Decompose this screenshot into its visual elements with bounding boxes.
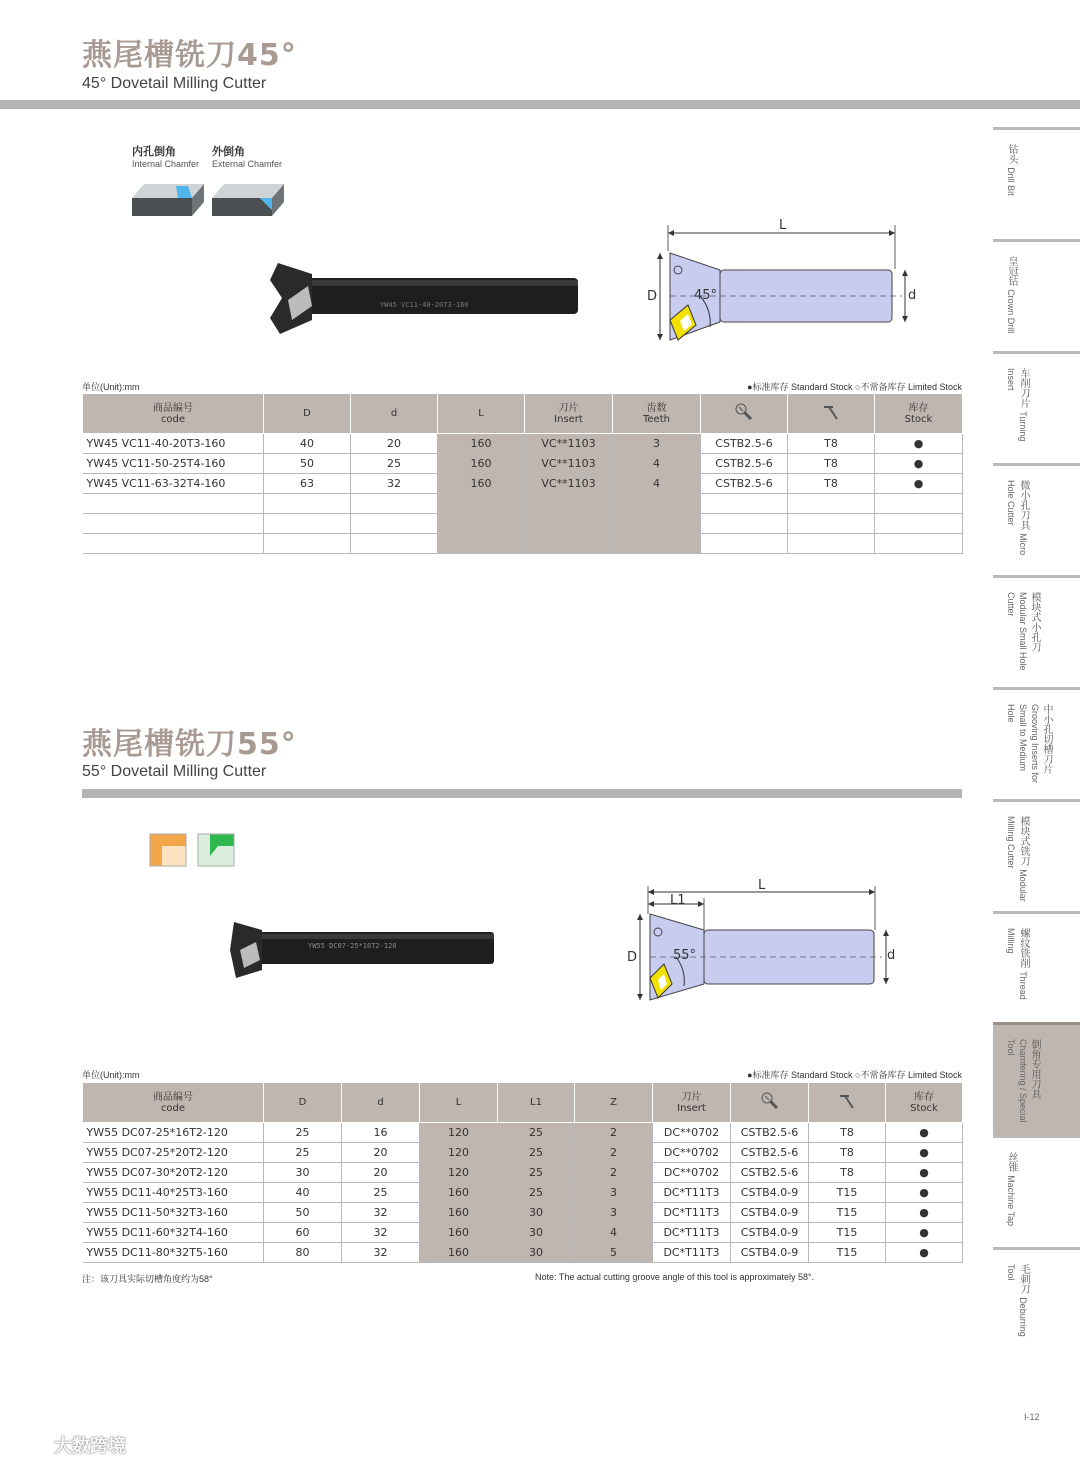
col-header [498,1083,575,1123]
table-cell: 60 [264,1223,342,1243]
col-header-en: Insert [554,413,583,425]
table-cell: T15 [809,1243,886,1263]
col-header [788,394,875,434]
table-cell: DC*T11T3 [653,1203,731,1223]
watermark-logo-icon [10,1433,50,1457]
groove-icon-orange [148,832,188,868]
table-cell: ● [886,1163,963,1183]
table-cell: CSTB2.5-6 [731,1143,809,1163]
unit-label-2: 单位(Unit):mm [82,1070,140,1080]
table-cell: CSTB2.5-6 [701,474,788,494]
page-number: I-12 [1024,1412,1040,1422]
col-header-en: Teeth [643,413,670,425]
col-header-cn: 齿数 [646,402,667,414]
side-tab[interactable] [993,575,1080,678]
table-cell: 3 [575,1183,653,1203]
side-tab-label [1005,592,1040,678]
side-tab-label-cn: 丝锥 [1006,1152,1017,1172]
dim-L-55: L [758,878,766,893]
table-row [83,454,963,474]
section1-title-en: 45° Dovetail Milling Cutter [82,75,267,92]
col-header-en: code [160,413,186,425]
dim-d-45: d [908,288,917,303]
col-header [809,1083,886,1123]
section2-title-cn: 燕尾槽铣刀55° [82,727,297,762]
product-code-cell: YW55 DC11-80*32T5-160 [83,1243,264,1263]
dim-angle-55: 55° [673,948,697,963]
col-header-en: Stock [904,413,933,425]
side-tab[interactable] [993,463,1080,566]
side-tab-label-cn: 钻头 [1006,144,1017,164]
side-tab-label [1005,480,1029,566]
col-header-cn: L [478,408,484,419]
col-header [264,394,351,434]
side-tab-label-en: Modular Milling Cutter [1006,816,1028,902]
col-header-cn: d [377,1097,384,1108]
table-cell: 4 [613,454,701,474]
tool-photo-55 [228,920,498,980]
table-cell: 32 [342,1203,420,1223]
table-cell: 25 [498,1143,575,1163]
tool-55-engraving: YW55 DC07-25*16T2-120 [308,942,397,950]
table-row [83,1143,963,1163]
side-tab-label-en: Chamfering / Special Tool [1006,1039,1028,1123]
table-cell: 120 [420,1123,498,1143]
table-cell: 25 [498,1183,575,1203]
table-cell: 4 [575,1223,653,1243]
side-tab-label-en: Deburring Tool [1006,1264,1028,1337]
side-tab-label [1005,928,1029,1014]
stock-legend-1: ●标准库存 Standard Stock ○不常备库存 Limited Stock [747,382,962,392]
table-cell: 160 [420,1223,498,1243]
table-cell: 32 [342,1243,420,1263]
product-code-cell: YW55 DC11-40*25T3-160 [83,1183,264,1203]
product-code-cell [83,494,264,514]
chamfer-internal-cn: 内孔倒角 [132,145,176,158]
table-cell: 2 [575,1123,653,1143]
table-cell: 30 [264,1163,342,1183]
side-tab-label-en: Drill Bit [1006,167,1016,196]
table-cell: CSTB4.0-9 [731,1183,809,1203]
col-header-en: Insert [677,1102,706,1114]
side-tab-label-en: Micro Hole Cutter [1006,480,1028,556]
table-cell [264,534,351,554]
table-cell [264,514,351,534]
table-cell: 160 [438,454,525,474]
table-row [83,474,963,494]
table-cell: CSTB4.0-9 [731,1203,809,1223]
tool-45-engraving: YW45 VC11-40-20T3-160 [380,301,469,309]
col-header-cn: 库存 [914,1091,934,1103]
table-cell: 3 [575,1203,653,1223]
chamfer-external-cn: 外倒角 [212,145,245,158]
table-cell: T15 [809,1203,886,1223]
table-cell: 25 [342,1183,420,1203]
table-cell: VC**1103 [525,454,613,474]
table-cell [701,534,788,554]
table-cell: VC**1103 [525,434,613,454]
table-cell: ● [886,1243,963,1263]
chamfer-external-en: External Chamfer [212,159,283,169]
table-cell: 4 [613,474,701,494]
side-tab[interactable] [993,1022,1080,1137]
table-cell: 3 [613,434,701,454]
table-cell: DC**0702 [653,1143,731,1163]
col-header [875,394,963,434]
table-cell: 160 [438,434,525,454]
table-cell: VC**1103 [525,474,613,494]
side-tab[interactable] [993,127,1080,230]
spec-table-55 [82,1082,963,1263]
side-tab[interactable] [993,1135,1080,1238]
side-tab-label [1005,256,1017,333]
drawing-45 [640,215,930,355]
stock-legend-2: ●标准库存 Standard Stock ○不常备库存 Limited Stock [747,1070,962,1080]
side-tab[interactable] [993,239,1080,342]
chamfer-internal-en: Internal Chamfer [132,159,200,169]
table-cell [438,494,525,514]
table-cell: ● [886,1203,963,1223]
col-header-cn: 刀片 [558,402,579,414]
table-cell [351,514,438,534]
table-cell: 120 [420,1163,498,1183]
product-code-cell: YW55 DC11-50*32T3-160 [83,1203,264,1223]
table-row [83,1203,963,1223]
col-header [701,394,788,434]
product-code-cell [83,534,264,554]
table-cell [264,494,351,514]
table-cell: ● [886,1223,963,1243]
product-code-cell: YW55 DC11-60*32T4-160 [83,1223,264,1243]
col-header-cn: D [298,1097,307,1108]
table-cell [875,534,963,554]
table-cell [438,534,525,554]
top-divider [0,100,1080,109]
product-code-cell: YW45 VC11-63-32T4-160 [83,474,264,494]
table-cell: 30 [498,1243,575,1263]
table-cell: 25 [498,1163,575,1183]
product-code-cell: YW55 DC07-25*20T2-120 [83,1143,264,1163]
col-header [351,394,438,434]
table-cell: ● [875,474,963,494]
side-tab-label-en: Machine Tap [1006,1175,1016,1227]
screw-icon [734,414,754,425]
table-cell: T8 [809,1143,886,1163]
table-cell: 20 [342,1143,420,1163]
table-cell: 80 [264,1243,342,1263]
side-tab-label [1005,704,1052,790]
table-cell: T8 [788,474,875,494]
side-tab-label-cn: 车削刀片 [1018,368,1029,408]
col-header-cn: d [390,408,398,419]
note-cn: 注：该刀具实际切槽角度约为58° [82,1274,213,1284]
table-cell: DC*T11T3 [653,1243,731,1263]
table-cell: ● [886,1123,963,1143]
chamfer-external-label [212,143,292,169]
col-header [420,1083,498,1123]
table-cell: T8 [788,454,875,474]
table-cell [788,514,875,534]
spec-table-45 [82,393,963,554]
col-header [83,394,264,434]
table-cell: ● [875,434,963,454]
side-tab-label [1005,816,1029,902]
table-cell: 25 [351,454,438,474]
table-cell: 40 [264,1183,342,1203]
col-header-en: Stock [910,1102,938,1114]
table-cell: 40 [264,434,351,454]
table-row [83,1163,963,1183]
chamfer-internal-icon [132,180,206,218]
side-tab[interactable] [993,351,1080,454]
groove-icon-green [196,832,236,868]
table-cell: 25 [498,1123,575,1143]
table-cell: 160 [420,1203,498,1223]
table-cell: CSTB4.0-9 [731,1243,809,1263]
product-code-cell: YW45 VC11-50-25T4-160 [83,454,264,474]
table-cell [875,494,963,514]
table-cell: T15 [809,1223,886,1243]
table-cell: ● [886,1143,963,1163]
side-tab-label-en: Turning Insert [1006,368,1028,442]
table-cell [788,534,875,554]
table-cell: DC**0702 [653,1163,731,1183]
table-cell: 30 [498,1203,575,1223]
table-cell [351,534,438,554]
table-cell: 2 [575,1163,653,1183]
note-en: Note: The actual cutting groove angle of this tool is approximately 58°. [535,1272,815,1282]
side-tab-label-cn: 倒角专用刀具 [1029,1039,1040,1099]
col-header-cn: 商品编号 [153,402,193,414]
wrench-icon [821,414,841,425]
table-cell: 2 [575,1143,653,1163]
table-cell [525,534,613,554]
table-cell: ● [875,454,963,474]
side-tab-label [1005,144,1017,196]
table-row [83,514,963,534]
table-cell: 30 [498,1223,575,1243]
product-code-cell: YW55 DC07-25*16T2-120 [83,1123,264,1143]
product-code-cell: YW55 DC07-30*20T2-120 [83,1163,264,1183]
col-header-cn: L1 [530,1097,542,1108]
col-header [83,1083,264,1123]
col-header [653,1083,731,1123]
table-cell [525,514,613,534]
watermark-text: 大数跨境 [54,1436,126,1457]
table-cell: 20 [351,434,438,454]
table-cell: T8 [788,434,875,454]
mid-divider [82,789,962,798]
col-header [342,1083,420,1123]
dim-D-55: D [627,950,638,965]
table-cell: T8 [809,1123,886,1143]
side-tab-label-cn: 中小孔切槽刀片 [1041,704,1052,774]
table-cell [613,534,701,554]
dim-d-55: d [887,948,896,963]
table-cell: DC**0702 [653,1123,731,1143]
table-row [83,1123,963,1143]
col-header-cn: 刀片 [681,1091,702,1103]
table-cell: DC*T11T3 [653,1223,731,1243]
col-header [525,394,613,434]
table-cell [701,494,788,514]
col-header-en: code [160,1102,186,1114]
col-header-cn: 库存 [908,402,929,414]
table-cell [438,514,525,534]
table-cell: ● [886,1183,963,1203]
dim-angle-45: 45° [694,288,718,303]
table-row [83,494,963,514]
side-tab-label-cn: 毛刺刀 [1018,1264,1029,1294]
table-cell [613,494,701,514]
table-cell: 160 [438,474,525,494]
side-tab-label [1005,1039,1040,1137]
col-header-cn: D [303,408,311,419]
side-tab-label-cn: 模块式小孔刀 [1029,592,1040,652]
side-tab-label-en: Modular Small Hole Cutter [1006,592,1028,671]
col-header [264,1083,342,1123]
side-tab-label-en: Grooving Inserts for Small to Medium Hole [1006,704,1040,784]
table-cell [875,514,963,534]
table-row [83,1183,963,1203]
table-cell: 160 [420,1243,498,1263]
table-cell: CSTB4.0-9 [731,1223,809,1243]
product-code-cell [83,514,264,534]
section1-title-cn: 燕尾槽铣刀45° [82,38,297,73]
side-tab-label [1005,1152,1017,1226]
side-tab-label-cn: 皇冠钻 [1006,256,1017,286]
table-cell: CSTB2.5-6 [731,1123,809,1143]
col-header [731,1083,809,1123]
side-tab[interactable] [993,687,1080,790]
side-tab-label-cn: 螺纹铣削 [1018,928,1029,968]
table-cell: 32 [351,474,438,494]
table-row [83,534,963,554]
side-tab-label [1005,368,1029,454]
table-cell: 63 [264,474,351,494]
side-tab[interactable] [993,799,1080,902]
table-cell: CSTB2.5-6 [731,1163,809,1183]
table-cell [788,494,875,514]
side-tab[interactable] [993,1247,1080,1350]
side-tab-label-cn: 微小孔刀具 [1018,480,1029,530]
drawing-55 [620,880,910,1005]
tool-photo-45 [268,258,588,338]
side-tab-label-cn: 模块式铣刀 [1018,816,1029,866]
dim-L-45: L [779,218,787,233]
table-cell: 16 [342,1123,420,1143]
table-cell: T8 [809,1163,886,1183]
table-cell [701,514,788,534]
dim-D-45: D [647,289,658,304]
side-tab[interactable] [993,911,1080,1014]
side-tab-label [1005,1264,1029,1350]
col-header-cn: 商品编号 [153,1091,193,1103]
table-cell: 20 [342,1163,420,1183]
table-cell [613,514,701,534]
table-row [83,1223,963,1243]
table-cell: 160 [420,1183,498,1203]
section2-title-en: 55° Dovetail Milling Cutter [82,763,267,780]
unit-label-1: 单位(Unit):mm [82,382,140,392]
table-row [83,1243,963,1263]
side-tab-label-en: Crown Drill [1006,289,1016,334]
col-header [575,1083,653,1123]
table-cell: 5 [575,1243,653,1263]
watermark [10,1432,126,1458]
table-row [83,434,963,454]
table-cell [525,494,613,514]
col-header [438,394,525,434]
product-code-cell: YW45 VC11-40-20T3-160 [83,434,264,454]
table-cell: 50 [264,1203,342,1223]
table-cell: CSTB2.5-6 [701,454,788,474]
table-cell [351,494,438,514]
dim-L1-55: L1 [670,893,686,908]
col-header [613,394,701,434]
col-header [886,1083,963,1123]
table-cell: T15 [809,1183,886,1203]
col-header-cn: L [455,1097,462,1108]
table-cell: 25 [264,1143,342,1163]
side-tab-label-en: Thread Milling [1006,928,1028,1000]
wrench-icon [837,1103,857,1114]
table-cell: 25 [264,1123,342,1143]
chamfer-internal-label [132,143,212,169]
table-cell: 50 [264,454,351,474]
table-cell: 32 [342,1223,420,1243]
table-cell: 120 [420,1143,498,1163]
chamfer-external-icon [212,180,286,218]
col-header-cn: Z [610,1097,617,1108]
table-cell: CSTB2.5-6 [701,434,788,454]
table-cell: DC*T11T3 [653,1183,731,1203]
screw-icon [760,1103,780,1114]
